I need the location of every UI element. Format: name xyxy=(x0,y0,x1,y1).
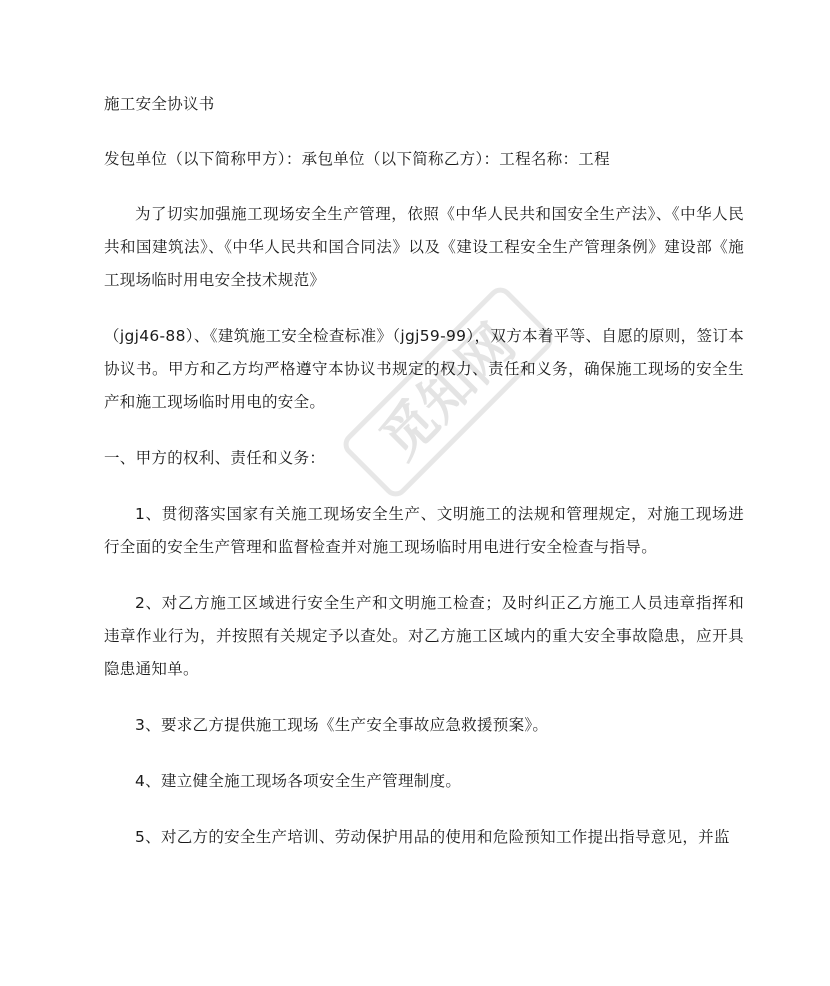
document-body xyxy=(104,88,744,854)
standards-paragraph: （jgj46-88）、《建筑施工安全检查标准》（jgj59-99），双方本着平等、自愿的原则，签订本协议书。甲方和乙方均严格遵守本协议书规定的权力、责任和义务，确保施工现场的安全生产和施工现场临时用电的安全。 xyxy=(104,327,744,411)
watermark-text: 觅知网 xyxy=(368,312,528,472)
list-item: 1、贯彻落实国家有关施工现场安全生产、文明施工的法规和管理规定，对施工现场进行全面的安全生产管理和监督检查并对施工现场临时用电进行安全检查与指导。 xyxy=(104,505,744,556)
document-title: 施工安全协议书 xyxy=(104,95,215,113)
intro-paragraph: 为了切实加强施工现场安全生产管理，依照《中华人民共和国安全生产法》、《中华人民共和国建筑法》、《中华人民共和国合同法》以及《建设工程安全生产管理条例》建设部《施工现场临时用电安全技术规范》 xyxy=(104,205,744,289)
list-item: 3、要求乙方提供施工现场《生产安全事故应急救援预案》。 xyxy=(135,716,549,734)
list-item: 5、对乙方的安全生产培训、劳动保护用品的使用和危险预知工作提出指导意见，并监 xyxy=(135,828,730,846)
list-item: 4、建立健全施工现场各项安全生产管理制度。 xyxy=(135,772,462,790)
parties-line: 发包单位（以下简称甲方）：承包单位（以下简称乙方）：工程名称：工程 xyxy=(104,150,610,168)
list-item: 2、对乙方施工区域进行安全生产和文明施工检查；及时纠正乙方施工人员违章指挥和违章作业行为，并按照有关规定予以查处。对乙方施工区域内的重大安全事故隐患，应开具隐患通知单。 xyxy=(104,594,744,678)
section-heading: 一、甲方的权利、责任和义务： xyxy=(104,449,326,467)
